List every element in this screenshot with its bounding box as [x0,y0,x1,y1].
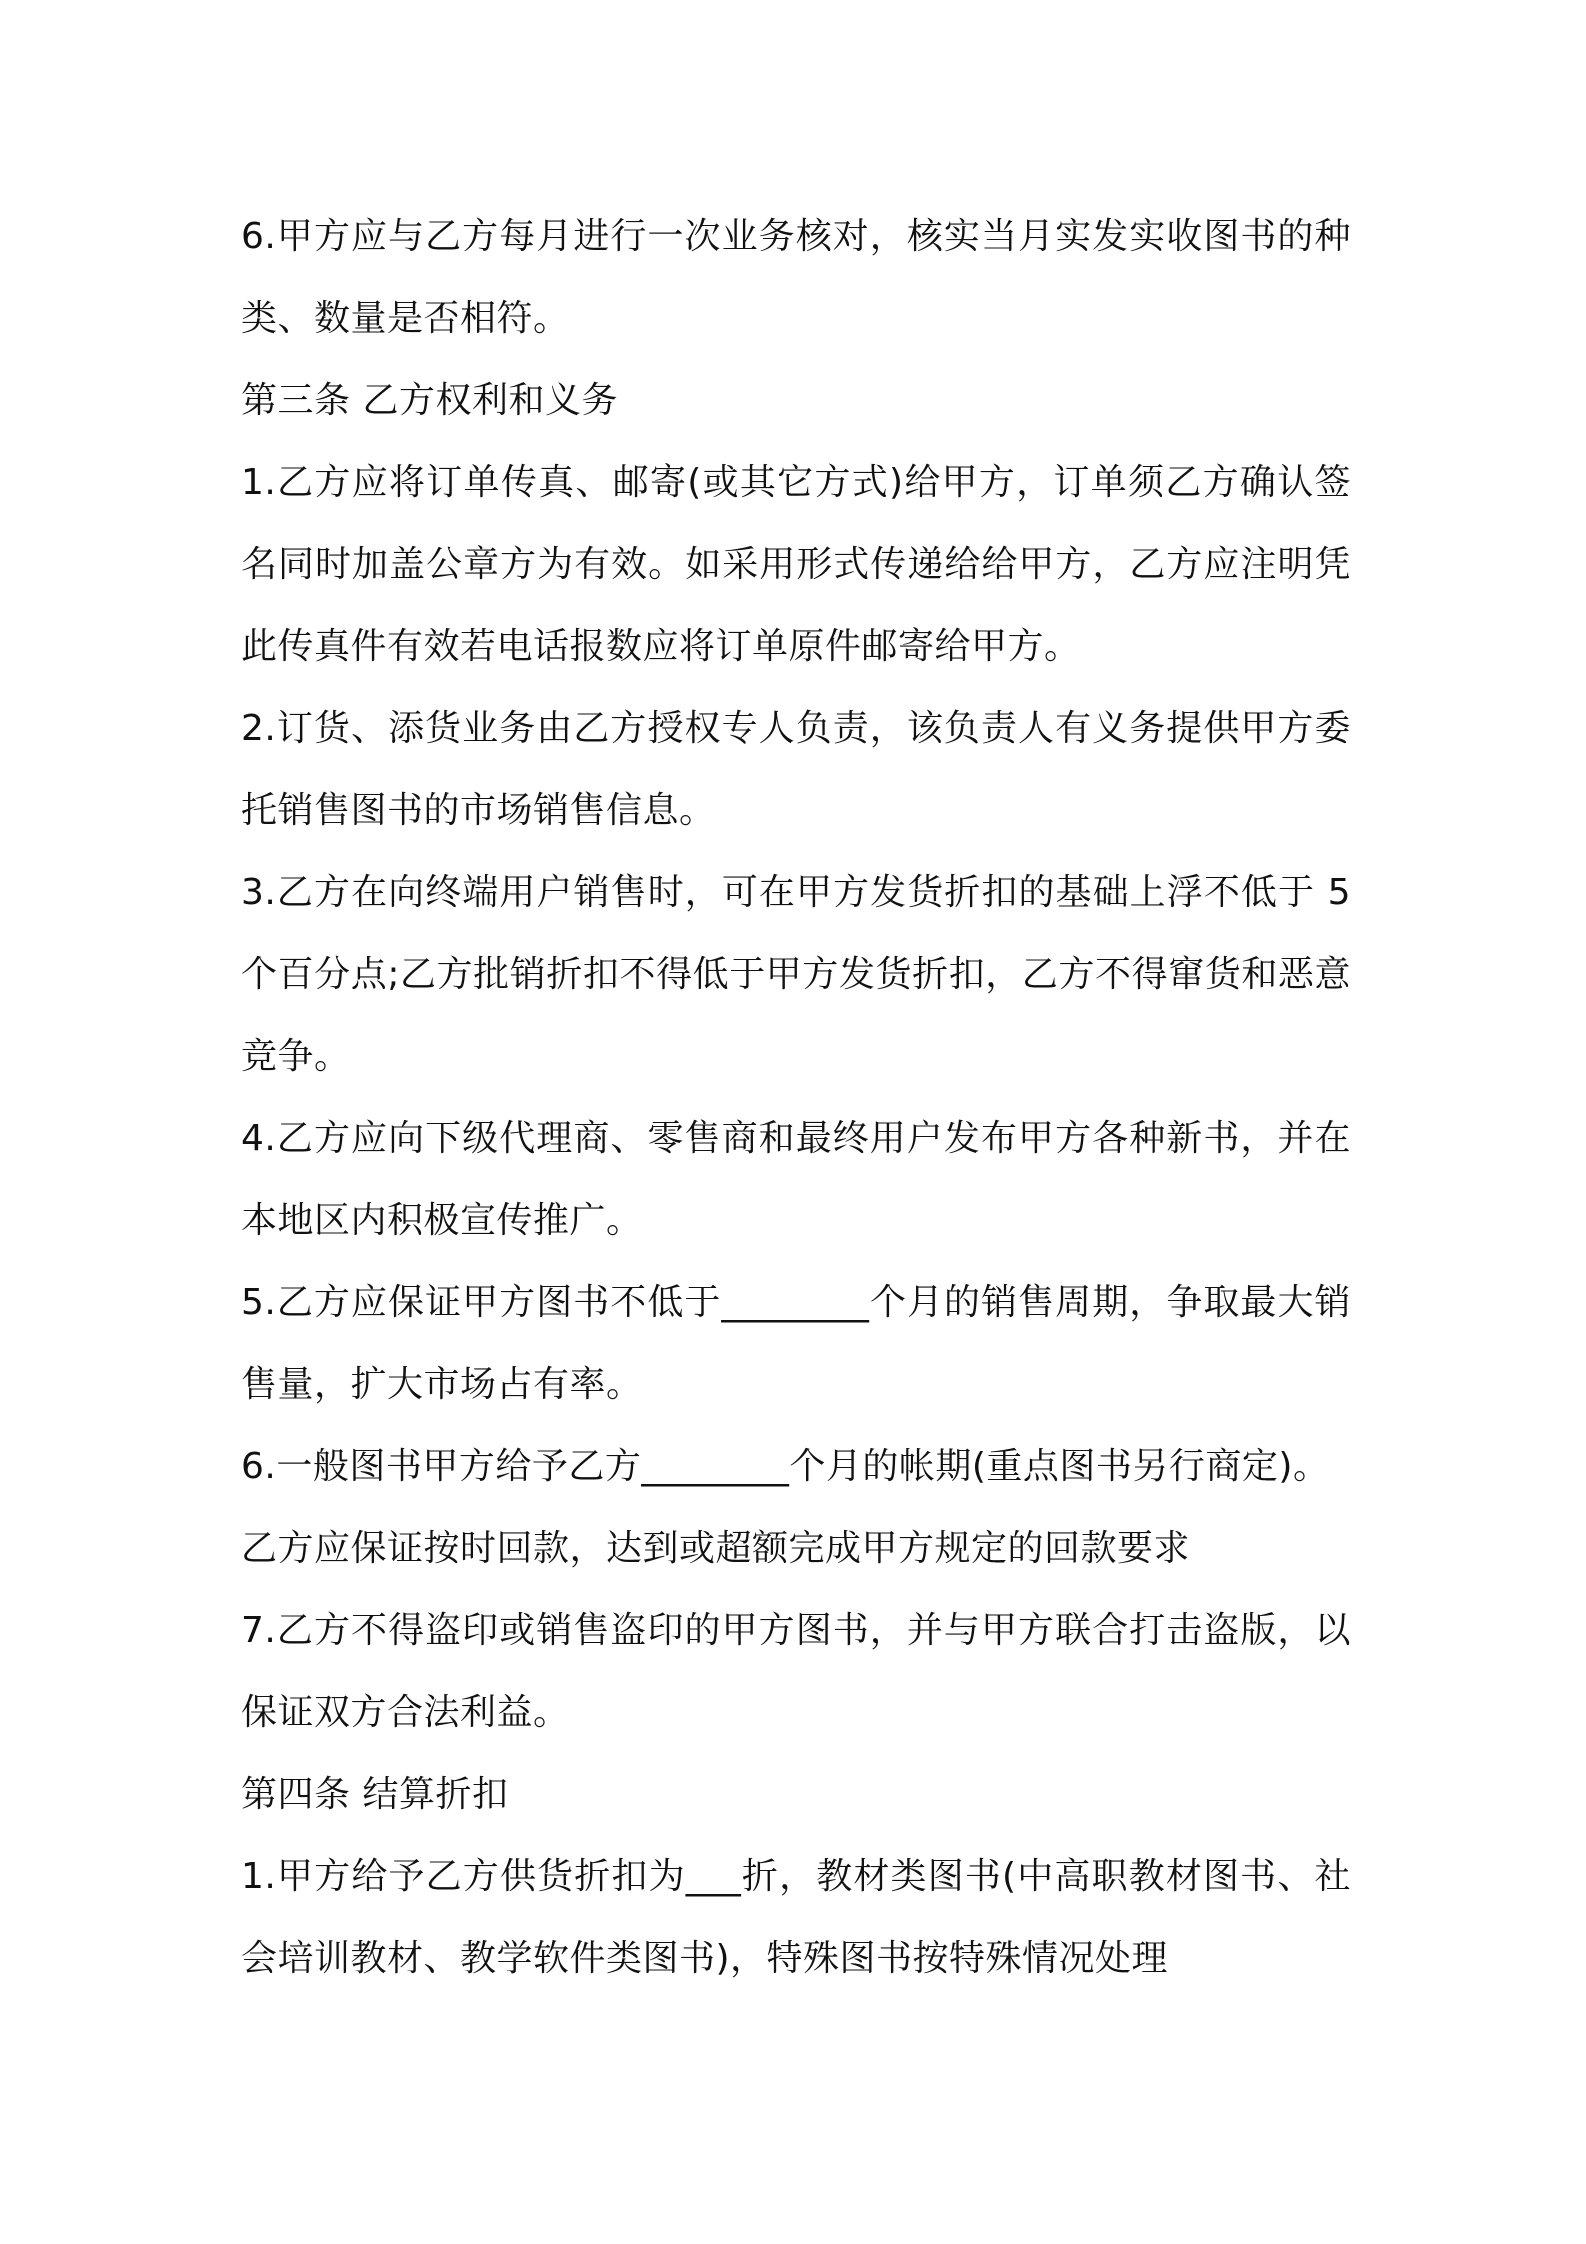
document-body [241,196,1351,2000]
clause-3-item-2: 2.订货、添货业务由乙方授权专人负责，该负责人有义务提供甲方委托销售图书的市场销售信息。 [241,708,1351,831]
clause-3-item-6-continued: 乙方应保证按时回款，达到或超额完成甲方规定的回款要求 [241,1528,1191,1569]
article-3-heading: 第三条 乙方权利和义务 [241,380,618,421]
clause-3-item-6: 6.一般图书甲方给予乙方________个月的帐期(重点图书另行商定)。 [241,1446,1330,1487]
clause-2-item-6: 6.甲方应与乙方每月进行一次业务核对，核实当月实发实收图书的种类、数量是否相符。 [241,216,1351,339]
clause-3-item-1: 1.乙方应将订单传真、邮寄(或其它方式)给甲方，订单须乙方确认签名同时加盖公章方为有效。如采用形式传递给给甲方，乙方应注明凭此传真件有效若电话报数应将订单原件邮寄给甲方。 [241,462,1351,667]
clause-3-item-4: 4.乙方应向下级代理商、零售商和最终用户发布甲方各种新书，并在本地区内积极宣传推广。 [241,1118,1351,1241]
clause-3-item-7: 7.乙方不得盗印或销售盗印的甲方图书，并与甲方联合打击盗版，以保证双方合法利益。 [241,1610,1351,1733]
clause-3-item-3: 3.乙方在向终端用户销售时，可在甲方发货折扣的基础上浮不低于 5个百分点;乙方批销折扣不得低于甲方发货折扣，乙方不得窜货和恶意竞争。 [241,872,1351,1077]
article-4-heading: 第四条 结算折扣 [241,1774,509,1815]
clause-4-item-1: 1.甲方给予乙方供货折扣为___折，教材类图书(中高职教材图书、社会培训教材、教学软件类图书)，特殊图书按特殊情况处理 [241,1856,1351,1979]
clause-3-item-5: 5.乙方应保证甲方图书不低于________个月的销售周期，争取最大销售量，扩大市场占有率。 [241,1282,1351,1405]
